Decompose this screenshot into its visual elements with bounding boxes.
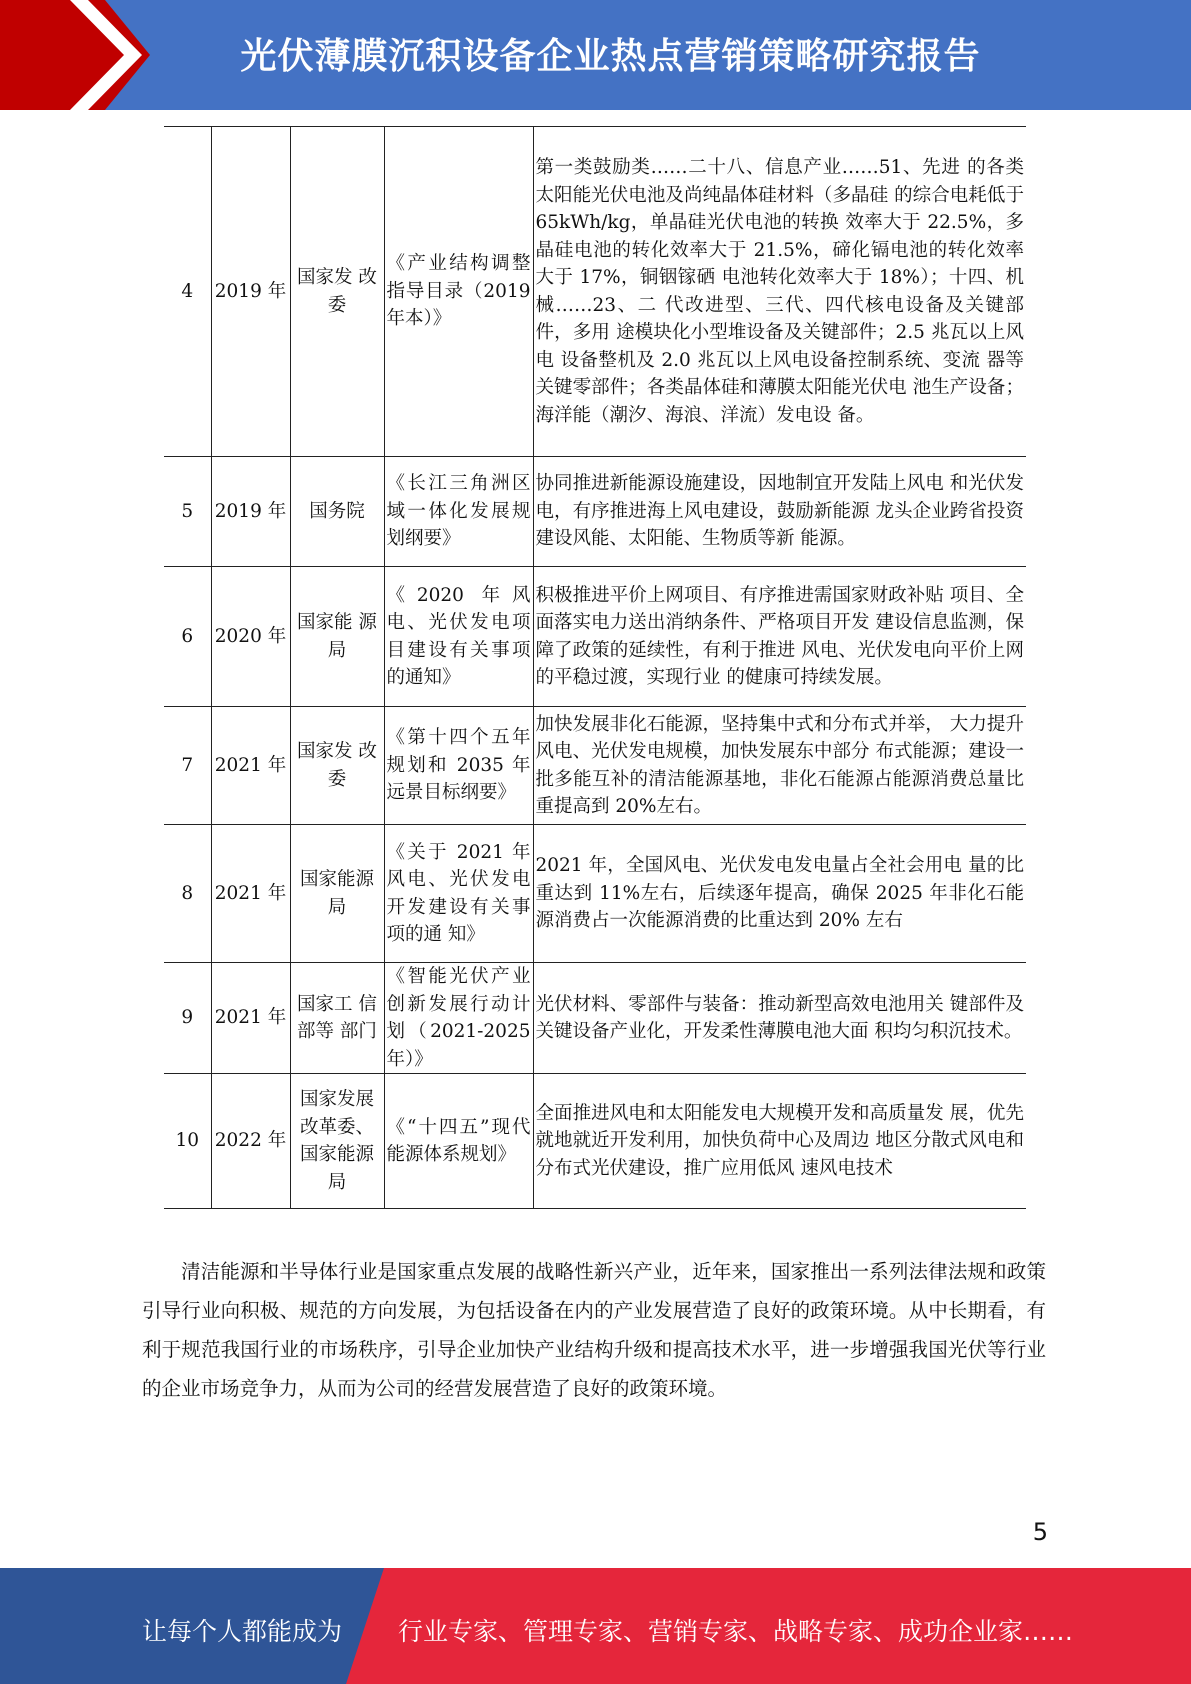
row-policy-title: 《产业结构调整指导目录（2019 年本）》 xyxy=(384,127,533,457)
row-number: 6 xyxy=(164,567,211,707)
row-department: 国家发展改革委、国家能源局 xyxy=(290,1074,384,1209)
table-row xyxy=(164,707,1026,825)
row-year: 2020 年 xyxy=(211,567,290,707)
footer-slogan-right: 行业专家、管理专家、营销专家、战略专家、成功企业家…… xyxy=(398,1617,1074,1646)
row-number: 9 xyxy=(164,963,211,1074)
footer-slogan-left: 让每个人都能成为 xyxy=(142,1617,343,1646)
row-year: 2021 年 xyxy=(211,963,290,1074)
table-row xyxy=(164,567,1026,707)
table-row xyxy=(164,1074,1026,1209)
row-number: 10 xyxy=(164,1074,211,1209)
row-year: 2022 年 xyxy=(211,1074,290,1209)
row-department: 国家能源局 xyxy=(290,825,384,963)
page-header xyxy=(0,0,1191,110)
row-number: 4 xyxy=(164,127,211,457)
policy-table xyxy=(164,126,1026,1209)
row-policy-content: 全面推进风电和太阳能发电大规模开发和高质量发 展，优先就地就近开发利用，加快负荷中心及周边 地区分散式风电和分布式光伏建设，推广应用低风 速风电技术 xyxy=(533,1074,1026,1209)
chevron-arrow-icon xyxy=(0,0,150,110)
body-paragraph: 清洁能源和半导体行业是国家重点发展的战略性新兴产业，近年来，国家推出一系列法律法规和政策引导行业向积极、规范的方向发展，为包括设备在内的产业发展营造了良好的政策环境。从中长期看，有利于规范我国行业的市场秩序，引导企业加快产业结构升级和提高技术水平，进一步增强我国光伏等行业的企业市场竞争力，从而为公司的经营发展营造了良好的政策环境。 xyxy=(142,1259,1046,1400)
row-policy-title: 《长江三角洲区域一体化发展规划纲要》 xyxy=(384,457,533,567)
row-year: 2019 年 xyxy=(211,457,290,567)
table-row xyxy=(164,127,1026,457)
row-policy-content: 光伏材料、零部件与装备：推动新型高效电池用关 键部件及关键设备产业化，开发柔性薄膜电池大面 积均匀积沉技术。 xyxy=(533,963,1026,1074)
row-number: 5 xyxy=(164,457,211,567)
table-row xyxy=(164,963,1026,1074)
row-year: 2019 年 xyxy=(211,127,290,457)
row-policy-content: 协同推进新能源设施建设，因地制宜开发陆上风电 和光伏发电，有序推进海上风电建设，鼓励新能源 龙头企业跨省投资建设风能、太阳能、生物质等新 能源。 xyxy=(533,457,1026,567)
row-policy-content: 积极推进平价上网项目、有序推进需国家财政补贴 项目、全面落实电力送出消纳条件、严格项目开发 建设信息监测，保障了政策的延续性，有利于推进 风电、光伏发电向平价上网的平稳过渡，实现行业 的健康可持续发展。 xyxy=(533,567,1026,707)
row-policy-content: 2021 年，全国风电、光伏发电发电量占全社会用电 量的比重达到 11%左右，后续逐年提高，确保 2025 年非化石能源消费占一次能源消费的比重达到 20% 左右 xyxy=(533,825,1026,963)
row-department: 国家能 源局 xyxy=(290,567,384,707)
row-policy-title: 《“十四五”现代能源体系规划》 xyxy=(384,1074,533,1209)
row-policy-title: 《2020 年风电、光伏发电项目建设有关事项的通知》 xyxy=(384,567,533,707)
row-year: 2021 年 xyxy=(211,707,290,825)
row-department: 国家发 改委 xyxy=(290,127,384,457)
row-department: 国务院 xyxy=(290,457,384,567)
row-department: 国家发 改委 xyxy=(290,707,384,825)
row-year: 2021 年 xyxy=(211,825,290,963)
row-policy-title: 《关于 2021 年风电、光伏发电开发建设有关事项的通 知》 xyxy=(384,825,533,963)
row-policy-title: 《第十四个五年规划和 2035 年远景目标纲要》 xyxy=(384,707,533,825)
row-policy-title: 《智能光伏产业创新发展行动计划（2021-2025 年）》 xyxy=(384,963,533,1074)
table-row xyxy=(164,457,1026,567)
row-number: 7 xyxy=(164,707,211,825)
page-footer xyxy=(0,1568,1191,1684)
header-title: 光伏薄膜沉积设备企业热点营销策略研究报告 xyxy=(240,36,981,77)
row-policy-content: 加快发展非化石能源，坚持集中式和分布式并举， 大力提升风电、光伏发电规模，加快发展东中部分 布式能源；建设一批多能互补的清洁能源基地，非化石能源占能源消费总量比重提高到 20%左右。 xyxy=(533,707,1026,825)
row-department: 国家工 信部等 部门 xyxy=(290,963,384,1074)
row-policy-content: 第一类鼓励类……二十八、信息产业……51、先进 的各类太阳能光伏电池及尚纯晶体硅材料（多晶硅 的综合电耗低于 65kWh/kg，单晶硅光伏电池的转换 效率大于 22.5%，多晶硅电池的转化效率大于 21.5%，碲化镉电池的转化效率大于 17%，铜铟镓硒 电池转化效率大于 18%）；十四、机械……23、二 代改进型、三代、四代核电设备及关键部件，多用 途模块化小型堆设备及关键部件；2.5 兆瓦以上风电 设备整机及 2.0 兆瓦以上风电设备控制系统、变流 器等关键零部件；各类晶体硅和薄膜太阳能光伏电 池生产设备；海洋能（潮汐、海浪、洋流）发电设 备。 xyxy=(533,127,1026,457)
row-number: 8 xyxy=(164,825,211,963)
table-row xyxy=(164,825,1026,963)
page-number: 5 xyxy=(1032,1518,1048,1546)
